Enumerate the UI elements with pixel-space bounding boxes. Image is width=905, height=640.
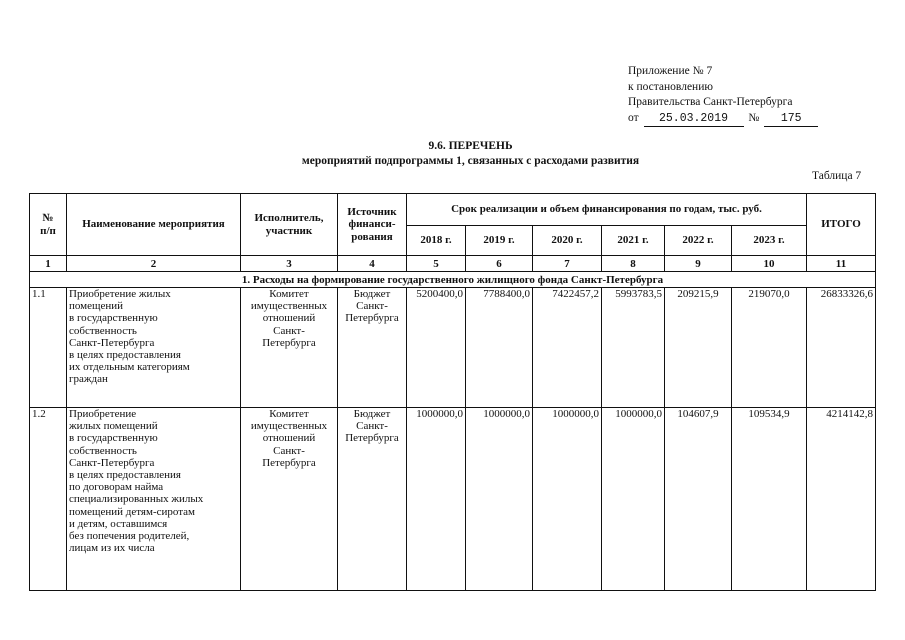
row-num: 1.1 <box>30 288 67 408</box>
row-num: 1.2 <box>30 408 67 591</box>
row-value-2022: 209215,9 <box>665 288 732 408</box>
header-row-1 <box>30 194 876 226</box>
row-value-2022: 104607,9 <box>665 408 732 591</box>
header-period: Срок реализации и объем финансирования по годам, тыс. руб. <box>407 194 807 226</box>
header-year-2020: 2020 г. <box>533 226 602 256</box>
header-year-2018: 2018 г. <box>407 226 466 256</box>
header-year-2021: 2021 г. <box>602 226 665 256</box>
from-label: от <box>628 111 639 124</box>
row-source: Бюджет Санкт- Петербурга <box>338 408 407 591</box>
row-value-2023: 219070,0 <box>732 288 807 408</box>
row-value-2021: 1000000,0 <box>602 408 665 591</box>
row-name: Приобретение жилых помещений в государственную собственность Санкт-Петербурга в целях предоставления по договорам найма специализированных жилых помещений детям-сиротам и детям, оставшимся без попечения родителей, лицам из их числа <box>67 408 241 591</box>
header-year-2023: 2023 г. <box>732 226 807 256</box>
decree-date: 25.03.2019 <box>644 111 744 128</box>
column-number: 8 <box>602 256 665 272</box>
column-number: 6 <box>466 256 533 272</box>
column-number: 3 <box>241 256 338 272</box>
column-number: 5 <box>407 256 466 272</box>
section-row <box>30 272 876 288</box>
row-value-2020: 7422457,2 <box>533 288 602 408</box>
row-value-2019: 7788400,0 <box>466 288 533 408</box>
row-value-2021: 5993783,5 <box>602 288 665 408</box>
table-row <box>30 408 876 591</box>
appendix-date-line <box>628 111 820 128</box>
appendix-block <box>628 64 820 127</box>
row-value-2018: 1000000,0 <box>407 408 466 591</box>
appendix-line-2: к постановлению <box>628 80 713 93</box>
row-total: 4214142,8 <box>807 408 876 591</box>
column-number: 7 <box>533 256 602 272</box>
document-title: 9.6. ПЕРЕЧЕНЬ <box>428 140 513 152</box>
appendix-line-1: Приложение № 7 <box>628 65 713 77</box>
column-number: 1 <box>30 256 67 272</box>
row-total: 26833326,6 <box>807 288 876 408</box>
section-title: 1. Расходы на формирование государственного жилищного фонда Санкт-Петербурга <box>30 272 876 288</box>
header-year-2022: 2022 г. <box>665 226 732 256</box>
column-number-row <box>30 256 876 272</box>
row-source: Бюджет Санкт- Петербурга <box>338 288 407 408</box>
header-source: Источник финанси- рования <box>338 194 407 256</box>
appendix-line-3: Правительства Санкт-Петербурга <box>628 96 793 108</box>
header-name: Наименование мероприятия <box>67 194 241 256</box>
row-value-2023: 109534,9 <box>732 408 807 591</box>
header-executor: Исполнитель, участник <box>241 194 338 256</box>
column-number: 9 <box>665 256 732 272</box>
column-number: 11 <box>807 256 876 272</box>
row-executor: Комитет имущественных отношений Санкт- Петербурга <box>241 288 338 408</box>
table-row <box>30 288 876 408</box>
number-label: № <box>748 111 760 124</box>
row-executor: Комитет имущественных отношений Санкт- Петербурга <box>241 408 338 591</box>
column-number: 2 <box>67 256 241 272</box>
column-number: 4 <box>338 256 407 272</box>
row-value-2018: 5200400,0 <box>407 288 466 408</box>
column-number: 10 <box>732 256 807 272</box>
measures-table <box>29 193 876 591</box>
header-num: № п/п <box>30 194 67 256</box>
header-year-2019: 2019 г. <box>466 226 533 256</box>
row-name: Приобретение жилых помещений в государственную собственность Санкт-Петербурга в целях предоставления их отдельным категориям граждан <box>67 288 241 408</box>
decree-number: 175 <box>764 111 818 128</box>
document-subtitle: мероприятий подпрограммы 1, связанных с расходами развития <box>301 155 640 167</box>
row-value-2020: 1000000,0 <box>533 408 602 591</box>
header-total: ИТОГО <box>807 194 876 256</box>
table-label: Таблица 7 <box>812 170 862 182</box>
row-value-2019: 1000000,0 <box>466 408 533 591</box>
